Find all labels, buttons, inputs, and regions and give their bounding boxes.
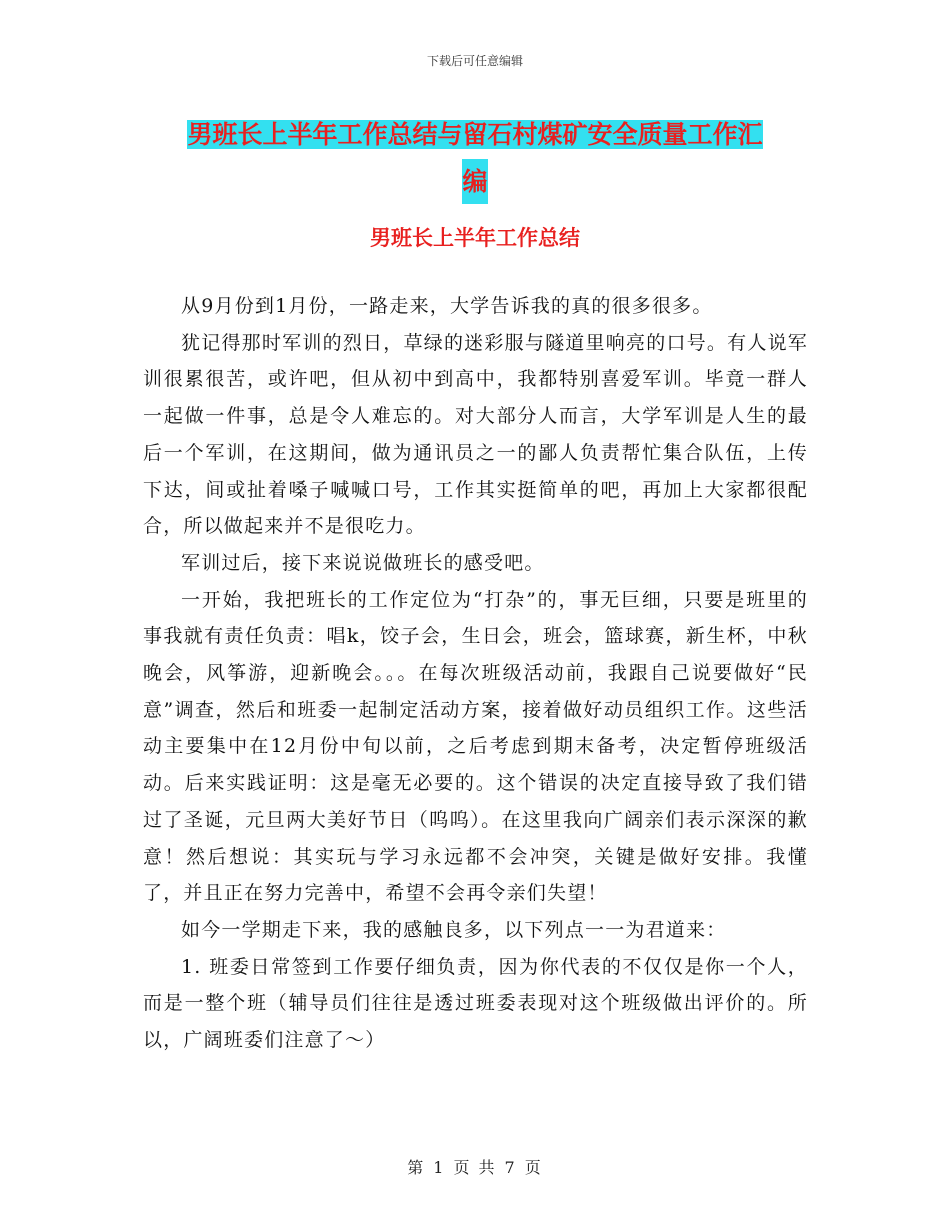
document-title — [0, 112, 950, 204]
paragraph: 1. 班委日常签到工作要仔细负责，因为你代表的不仅仅是你一个人，而是一整个班（辅导员们往往是透过班委表现对这个班级做出评价的。所以，广阔班委们注意了～） — [143, 955, 808, 1052]
footer-prefix: 第 — [407, 1158, 426, 1177]
footer-suffix: 页 — [524, 1158, 543, 1177]
page-footer — [0, 1155, 950, 1178]
paragraph: 犹记得那时军训的烈日，草绿的迷彩服与隧道里响亮的口号。有人说军训很累很苦，或许吧，但从初中到高中，我都特别喜爱军训。毕竟一群人一起做一件事，总是令人难忘的。对大部分人而言，大学军训是人生的最后一个军训，在这期间，做为通讯员之一的鄙人负责帮忙集合队伍，上传下达，间或扯着嗓子喊喊口号，工作其实挺简单的吧，再加上大家都很配合，所以做起来并不是很吃力。 — [143, 331, 808, 538]
header-note: 下载后可任意编辑 — [426, 54, 523, 68]
paragraph: 军训过后，接下来说说做班长的感受吧。 — [181, 551, 545, 574]
paragraph: 一开始，我把班长的工作定位为“打杂”的，事无巨细，只要是班里的事我就有责任负责：唱k，饺子会，生日会，班会，篮球赛，新生杯，中秋晚会，风筝游，迎新晚会。。。在每次班级活动前，我跟自己说要做好“民意”调查，然后和班委一起制定活动方案，接着做好动员组织工作。这些活动主要集中在12月份中旬以前，之后考虑到期末备考，决定暂停班级活动。后来实践证明：这是毫无必要的。这个错误的决定直接导致了我们错过了圣诞，元旦两大美好节日（呜呜）。在这里我向广阔亲们表示深深的歉意！然后想说：其实玩与学习永远都不会冲突，关键是做好安排。我懂了，并且正在努力完善中，希望不会再令亲们失望！ — [143, 588, 808, 905]
document-title-line2: 编 — [462, 159, 487, 204]
page-number: 1 — [433, 1158, 446, 1177]
paragraph: 从9月份到1月份，一路走来，大学告诉我的真的很多很多。 — [181, 295, 713, 317]
section-title: 男班长上半年工作总结 — [370, 226, 580, 250]
paragraph: 如今一学期走下来，我的感触良多，以下列点一一为君道来： — [181, 918, 727, 941]
document-title-line1: 男班长上半年工作总结与留石村煤矿安全质量工作汇 — [187, 120, 763, 149]
body-text — [143, 288, 808, 1059]
total-pages: 7 — [504, 1158, 517, 1177]
footer-middle: 页 共 — [453, 1158, 497, 1177]
